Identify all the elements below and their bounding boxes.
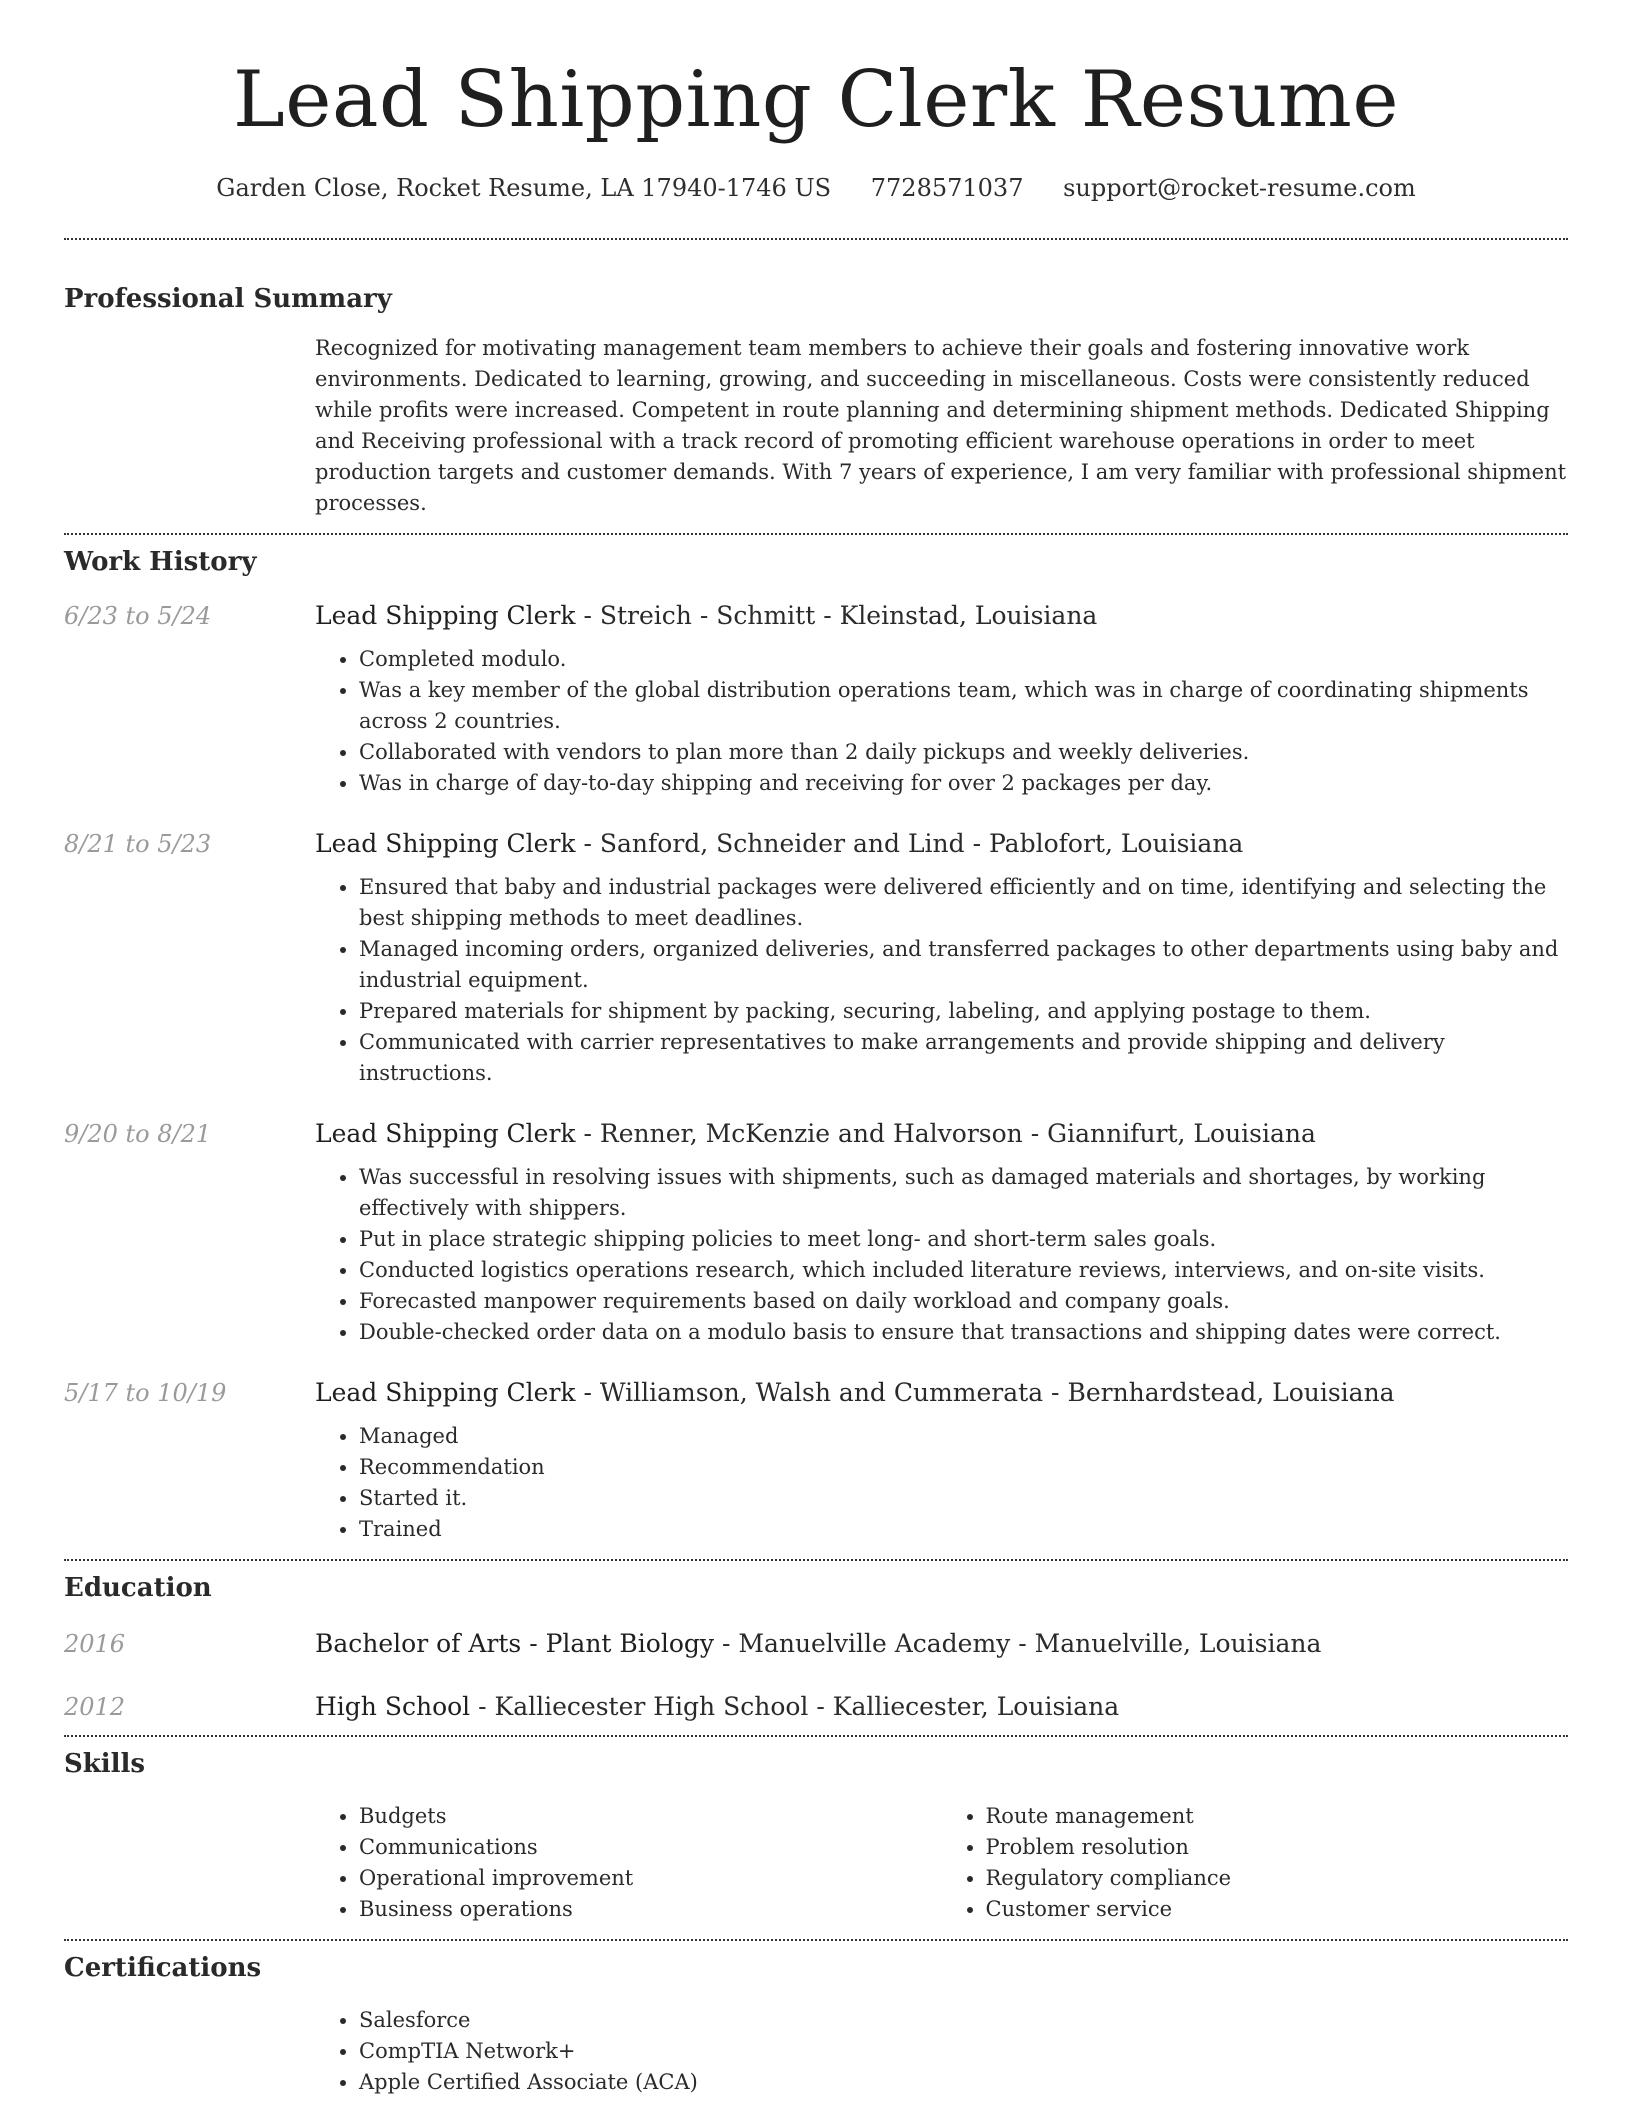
list-item: • Started it.: [359, 1483, 1568, 1514]
work-section: [64, 545, 1568, 1545]
summary-section: [64, 282, 1568, 519]
job-employer: - Streich - Schmitt - Kleinstad, Louisiana: [575, 601, 1098, 630]
list-item: • Forecasted manpower requirements based on daily workload and company goals.: [359, 1286, 1568, 1317]
list-item: • Managed incoming orders, organized deliveries, and transferred packages to other departments using baby and industrial equipment.: [359, 934, 1568, 996]
job-employer: - Renner, McKenzie and Halvorson - Giannifurt, Louisiana: [575, 1119, 1316, 1148]
education-year: 2016: [64, 1630, 126, 1658]
list-item: • CompTIA Network+: [359, 2036, 1568, 2067]
job-title: [315, 1378, 1395, 1407]
divider: [64, 1735, 1568, 1737]
list-item: • Regulatory compliance: [986, 1863, 1569, 1894]
education-title: [315, 1692, 1119, 1721]
work-heading: Work History: [64, 547, 257, 577]
contact-address: Garden Close, Rocket Resume, LA 17940-1746 US: [216, 174, 832, 202]
list-item: • Completed modulo.: [359, 644, 1568, 675]
job-dates: 8/21 to 5/23: [64, 830, 212, 858]
job-employer: - Sanford, Schneider and Lind - Pablofort, Louisiana: [575, 829, 1244, 858]
resume-title: Lead Shipping Clerk Resume: [233, 55, 1399, 145]
list-item: • Was successful in resolving issues with shipments, such as damaged materials and shortages, by working effectively with shippers.: [359, 1162, 1568, 1224]
contact-line: [64, 172, 1568, 204]
job-entry: [64, 1378, 1568, 1545]
contact-email: support@rocket-resume.com: [1063, 174, 1416, 202]
education-school: - Manuelville Academy - Manuelville, Louisiana: [714, 1629, 1322, 1658]
education-entry: [64, 1692, 1568, 1721]
list-item: • Recommendation: [359, 1452, 1568, 1483]
job-dates: 9/20 to 8/21: [64, 1120, 212, 1148]
list-item: • Double-checked order data on a modulo basis to ensure that transactions and shipping dates were correct.: [359, 1317, 1568, 1348]
divider: [64, 1559, 1568, 1561]
skills-heading: Skills: [64, 1749, 146, 1779]
job-bullets: [315, 872, 1568, 1089]
job-title: [315, 1119, 1316, 1148]
list-item: • Ensured that baby and industrial packages were delivered efficiently and on time, identifying and selecting the best shipping methods to meet deadlines.: [359, 872, 1568, 934]
skills-grid: [315, 1801, 1568, 1925]
job-header: [64, 1378, 1568, 1407]
list-item: • Budgets: [359, 1801, 942, 1832]
list-item: • Communications: [359, 1832, 942, 1863]
skills-column: [315, 1801, 942, 1925]
job-employer: - Williamson, Walsh and Cummerata - Bernhardstead, Louisiana: [575, 1378, 1395, 1407]
job-role: Lead Shipping Clerk: [315, 601, 576, 630]
list-item: • Route management: [986, 1801, 1569, 1832]
certifications-section: [64, 1951, 1568, 2098]
education-heading: Education: [64, 1573, 212, 1603]
list-item: • Managed: [359, 1421, 1568, 1452]
list-item: • Was a key member of the global distribution operations team, which was in charge of coordinating shipments across 2 countries.: [359, 675, 1568, 737]
education-year: 2012: [64, 1693, 126, 1721]
list-item: • Trained: [359, 1514, 1568, 1545]
job-role: Lead Shipping Clerk: [315, 1119, 576, 1148]
summary-heading: Professional Summary: [64, 284, 392, 314]
job-role: Lead Shipping Clerk: [315, 1378, 576, 1407]
list-item: • Salesforce: [359, 2005, 1568, 2036]
divider: [64, 533, 1568, 535]
certifications-list: [315, 2005, 1568, 2098]
list-item: • Problem resolution: [986, 1832, 1569, 1863]
job-role: Lead Shipping Clerk: [315, 829, 576, 858]
job-header: [64, 601, 1568, 630]
education-section: [64, 1571, 1568, 1721]
summary-content: [315, 333, 1568, 519]
job-bullets: [315, 1421, 1568, 1545]
skills-column: [942, 1801, 1569, 1925]
education-title: [315, 1629, 1321, 1658]
job-bullets: [315, 644, 1568, 799]
divider: [64, 1939, 1568, 1941]
list-item: • Apple Certified Associate (ACA): [359, 2067, 1568, 2098]
certifications-heading: Certifications: [64, 1953, 262, 1983]
list-item: • Conducted logistics operations research, which included literature reviews, interviews, and on-site visits.: [359, 1255, 1568, 1286]
education-degree: Bachelor of Arts - Plant Biology: [315, 1629, 714, 1658]
list-item: • Collaborated with vendors to plan more than 2 daily pickups and weekly deliveries.: [359, 737, 1568, 768]
job-dates: 6/23 to 5/24: [64, 602, 212, 630]
summary-text: Recognized for motivating management team members to achieve their goals and fostering innovative work environments. Dedicated to learning, growing, and succeeding in miscellaneous. Costs were consistently reduced while profits were increased. Competent in route planning and determining shipment methods. Dedicated Shipping and Receiving professional with a track record of promoting efficient warehouse operations in order to meet production targets and customer demands. With 7 years of experience, I am very familiar with professional shipment processes.: [315, 336, 1567, 515]
job-bullets: [315, 1162, 1568, 1348]
divider: [64, 238, 1568, 240]
job-title: [315, 829, 1243, 858]
list-item: • Customer service: [986, 1894, 1569, 1925]
job-header: [64, 829, 1568, 858]
education-entry: [64, 1629, 1568, 1658]
job-header: [64, 1119, 1568, 1148]
list-item: • Put in place strategic shipping policies to meet long- and short-term sales goals.: [359, 1224, 1568, 1255]
job-dates: 5/17 to 10/19: [64, 1379, 227, 1407]
list-item: • Business operations: [359, 1894, 942, 1925]
list-item: • Was in charge of day-to-day shipping and receiving for over 2 packages per day.: [359, 768, 1568, 799]
job-entry: [64, 601, 1568, 799]
skills-section: [64, 1747, 1568, 1925]
education-school: - Kalliecester High School - Kalliecester, Louisiana: [470, 1692, 1120, 1721]
job-entry: [64, 1119, 1568, 1348]
job-entry: [64, 829, 1568, 1089]
list-item: • Operational improvement: [359, 1863, 942, 1894]
list-item: • Prepared materials for shipment by packing, securing, labeling, and applying postage to them.: [359, 996, 1568, 1027]
contact-phone: 7728571037: [870, 174, 1024, 202]
list-item: • Communicated with carrier representatives to make arrangements and provide shipping and delivery instructions.: [359, 1027, 1568, 1089]
job-title: [315, 601, 1097, 630]
education-degree: High School: [315, 1692, 471, 1721]
resume-page: [64, 0, 1568, 2098]
